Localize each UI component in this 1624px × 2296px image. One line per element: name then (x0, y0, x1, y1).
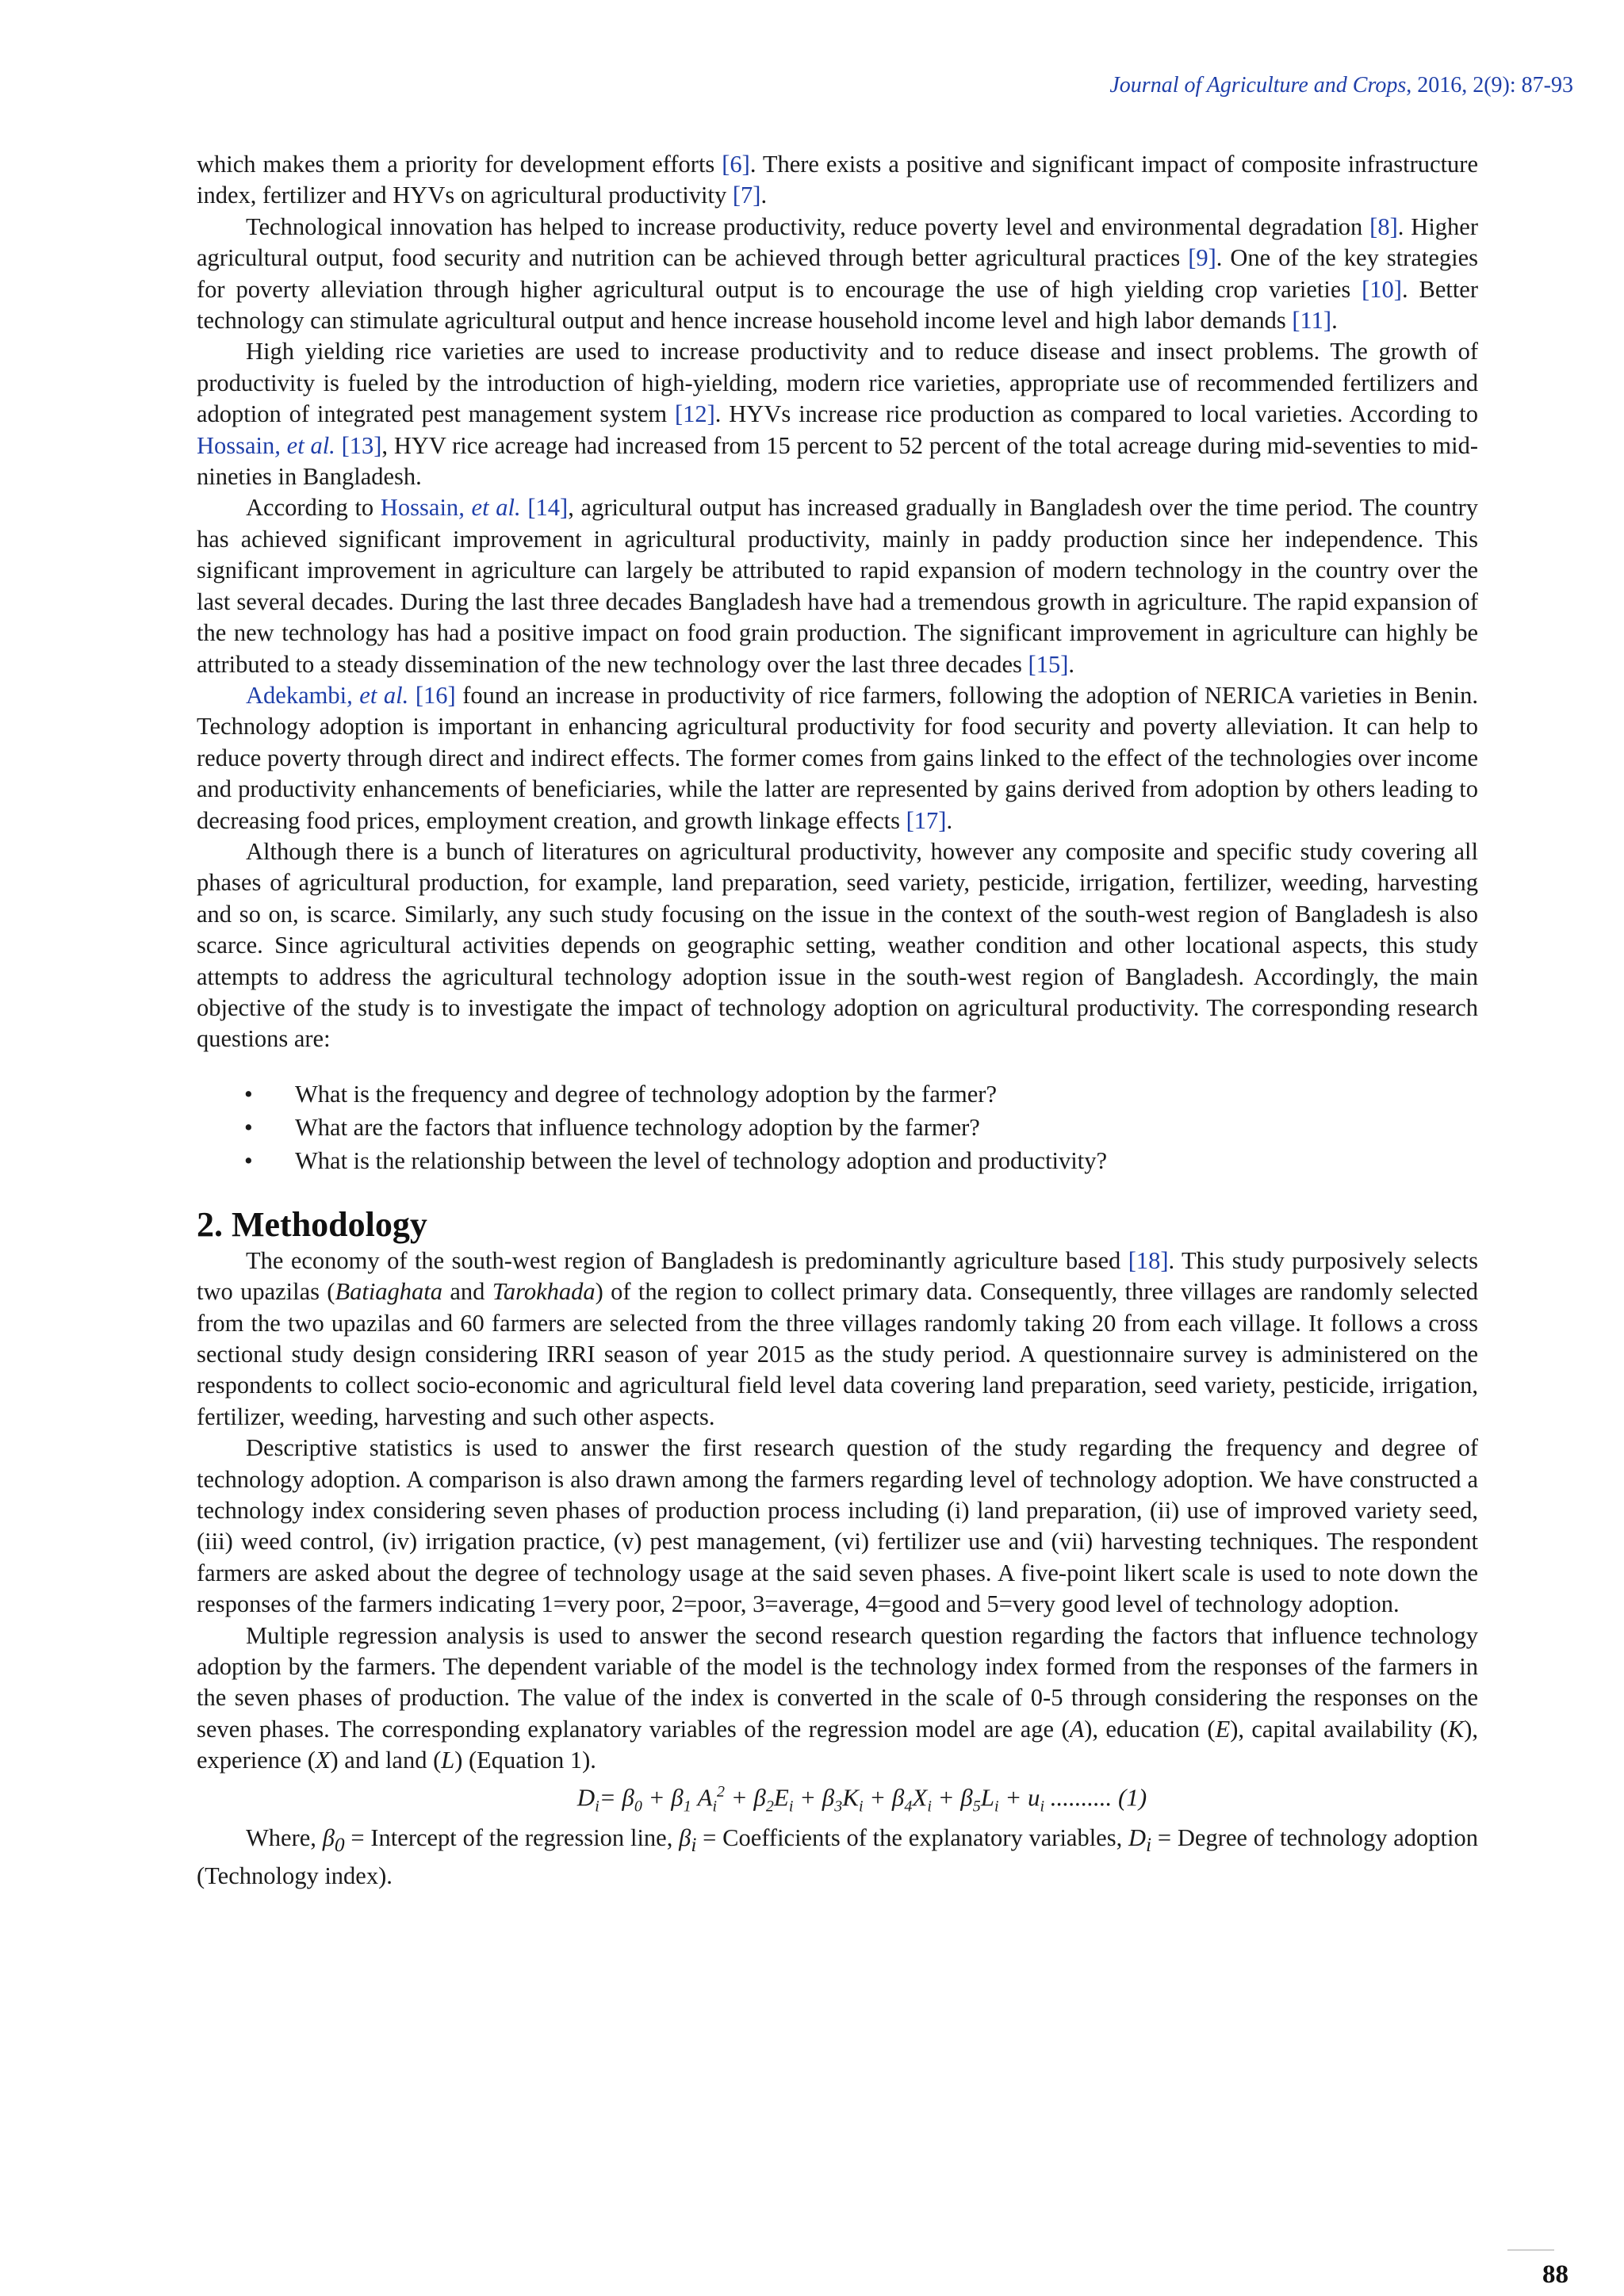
section-heading: 2. Methodology (197, 1204, 427, 1244)
research-questions-list (197, 1077, 1478, 1177)
citation-link[interactable]: [17] (906, 806, 947, 834)
citation-link[interactable]: [10] (1362, 275, 1402, 303)
author-link[interactable]: Adekambi, et al. (246, 681, 409, 709)
citation-link[interactable]: [12] (674, 400, 715, 428)
author-link[interactable]: Hossain, et al. (197, 431, 335, 459)
citation-link[interactable]: [6] (722, 151, 750, 178)
list-item: • What is the relationship between the level of technology adoption and productivity? (244, 1144, 1478, 1177)
paragraph-6: Although there is a bunch of literatures on agricultural productivity, however any composite and specific study covering all phases of agricultural production, for example, land preparation, seed variety, pesticide, irrigation, fertilizer, weeding, harvesting and so on, is scarce. Similarly, any such study focusing on the issue in the context of the south-west region of Bangladesh is also scarce. Since agricultural activities depends on geographic setting, weather condition and other locational aspects, this study attempts to address the agricultural technology adoption issue in the south-west region of Bangladesh. Accordingly, the main objective of the study is to investigate the impact of technology adoption on agricultural productivity. The corresponding research questions are: (197, 837, 1478, 1053)
paragraph-2: Technological innovation has helped to increase productivity, reduce poverty level and environmental degradation [8]. Higher agricultural output, food security and nutrition can be achieved through better agricultural practices [9]. One of the key strategies for poverty alleviation through higher agricultural output is to encourage the use of high yielding crop varieties [10]. Better technology can stimulate agricultural output and hence increase household income level and high labor demands [11]. (197, 212, 1478, 335)
journal-name[interactable]: Journal of Agriculture and Crops (1109, 73, 1407, 98)
journal-header (1109, 73, 1573, 98)
regression-equation: $D_i= \beta_0 + \beta_1$ $A_i^2 + \beta_2E_i + \beta_3K_i + \beta_4X_i + \beta_5L_i + u_i$ .......... (1) (576, 1782, 1147, 1816)
paragraph-5: Adekambi, et al. [16] found an increase in productivity of rice farmers, following the adoption of NERICA varieties in Benin. Technology adoption is important in enhancing agricultural productivity for food security and poverty alleviation. It can help to reduce poverty through direct and indirect effects. The former comes from gains linked to the effect of the technologies over income and productivity enhancements of beneficiaries, while the latter are represented by gains derived from adoption by others leading to decreasing food prices, employment creation, and growth linkage effects [17]. (197, 681, 1478, 834)
bullet-icon: • (244, 1113, 253, 1141)
methodology-paragraph-2: Descriptive statistics is used to answer the first research question of the study regarding the frequency and degree of technology adoption. A comparison is also drawn among the farmers regarding level of technology adoption. We have constructed a technology index considering seven phases of production process including (i) land preparation, (ii) use of improved variety seed, (iii) weed control, (iv) irrigation practice, (v) pest management, (vi) fertilizer use and (vii) harvesting techniques. The respondent farmers are asked about the degree of technology usage at the said seven phases. A five-point likert scale is used to note down the responses of the farmers indicating 1=very poor, 2=poor, 3=average, 4=good and 5=very good level of technology adoption. (197, 1434, 1478, 1618)
citation-link[interactable]: [14] (527, 494, 569, 522)
citation-link[interactable]: [18] (1128, 1246, 1169, 1274)
author-link[interactable]: Hossain, et al. (380, 494, 521, 522)
page-number: 88 (1542, 2260, 1568, 2289)
paragraph-4: According to Hossain, et al. [14], agricultural output has increased gradually in Bangladesh over the time period. The country has achieved significant improvement in agricultural productivity, mainly in paddy production since her independence. This significant improvement in agriculture can largely be attributed to rapid expansion of modern technology in the country over the last several decades. During the last three decades Bangladesh have had a tremendous growth in agriculture. The rapid expansion of the new technology has had a positive impact on food grain production. The significant improvement in agriculture can highly be attributed to a steady dissemination of the new technology over the last three decades [15]. (197, 494, 1478, 678)
citation-link[interactable]: [9] (1188, 244, 1216, 272)
citation-link[interactable]: [11] (1292, 307, 1332, 335)
bullet-icon: • (244, 1146, 253, 1174)
citation-link[interactable]: [15] (1028, 650, 1069, 678)
article-body (197, 149, 1478, 1892)
bullet-icon: • (244, 1080, 253, 1108)
list-item: • What are the factors that influence technology adoption by the farmer? (244, 1111, 1478, 1144)
paragraph-3: High yielding rice varieties are used to increase productivity and to reduce disease and insect problems. The growth of productivity is fueled by the introduction of high-yielding, modern rice varieties, appropriate use of recommended fertilizers and adoption of integrated pest management system [12]. HYVs increase rice production as compared to local varieties. According to Hossain, et al. [13], HYV rice acreage had increased from 15 percent to 52 percent of the total acreage during mid-seventies to mid-nineties in Bangladesh. (197, 338, 1479, 491)
citation-link[interactable]: [7] (732, 182, 761, 209)
list-item: • What is the frequency and degree of technology adoption by the farmer? (244, 1077, 1478, 1111)
equation-explanation: Where, $\beta_0$ = Intercept of the regression line, $\beta_i$ = Coefficients of the explanatory variables, $D_i$ = Degree of technology adoption (Technology index). (197, 1823, 1478, 1890)
citation-link[interactable]: [16] (415, 681, 456, 709)
journal-citation: , 2016, 2(9): 87-93 (1406, 73, 1573, 98)
citation-link[interactable]: [13] (341, 431, 382, 459)
paragraph-1: which makes them a priority for development efforts [6]. There exists a positive and significant impact of composite infrastructure index, fertilizer and HYVs on agricultural productivity [7]. (197, 151, 1478, 209)
citation-link[interactable]: [8] (1369, 212, 1398, 240)
methodology-paragraph-3: Multiple regression analysis is used to answer the second research question regarding the factors that influence technology adoption by the farmers. The dependent variable of the model is the technology index formed from the responses of the farmers in the seven phases of production. The value of the index is converted in the scale of 0-5 through considering the responses on the seven phases. The corresponding explanatory variables of the regression model are age (A), education (E), capital availability (K), experience (X) and land (L) (Equation 1). (197, 1621, 1478, 1774)
methodology-paragraph-1: The economy of the south-west region of Bangladesh is predominantly agriculture based [18]. This study purposively selects two upazilas (Batiaghata and Tarokhada) of the region to collect primary data. Consequently, three villages are randomly selected from the two upazilas and 60 farmers are selected from the three villages randomly taking 20 from each village. It follows a cross sectional study design considering IRRI season of year 2015 as the study period. A questionnaire survey is administered on the respondents to collect socio-economic and agricultural field level data covering land preparation, seed variety, pesticide, irrigation, fertilizer, weeding, harvesting and such other aspects. (197, 1246, 1478, 1430)
page-number-rule (1507, 2249, 1554, 2251)
